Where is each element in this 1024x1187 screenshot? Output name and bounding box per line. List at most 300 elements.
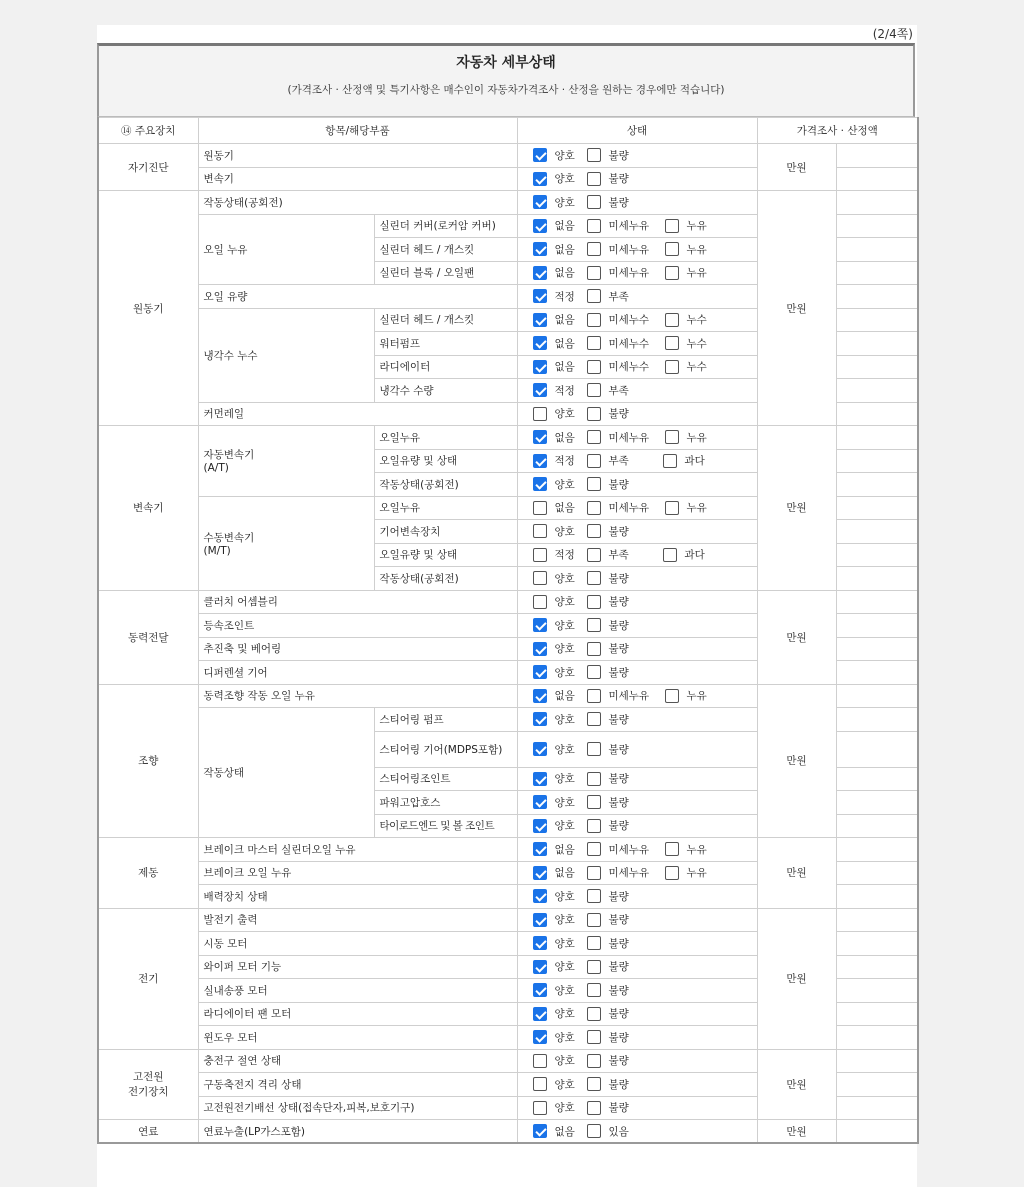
status-label: 불량 (608, 408, 629, 421)
status-label: 양호 (554, 937, 575, 950)
status-label: 불량 (608, 1078, 629, 1091)
status-option (587, 547, 663, 562)
status-label: 불량 (608, 1031, 629, 1044)
status-options (517, 1002, 757, 1026)
status-checkbox[interactable] (533, 266, 547, 280)
price-cell[interactable] (836, 708, 918, 732)
group-label: 자기진단 (98, 144, 198, 191)
status-checkbox[interactable] (533, 477, 547, 491)
status-label: 불량 (608, 596, 629, 609)
status-checkbox[interactable] (533, 1101, 547, 1115)
status-checkbox[interactable] (587, 983, 601, 997)
status-checkbox[interactable] (587, 936, 601, 950)
price-cell[interactable] (836, 637, 918, 661)
status-options (517, 684, 757, 708)
status-options (517, 238, 757, 262)
status-checkbox[interactable] (587, 642, 601, 656)
status-label: 적정 (554, 290, 575, 303)
header-item: 항목/해당부품 (198, 118, 517, 144)
price-cell[interactable] (836, 885, 918, 909)
price-cell[interactable] (836, 1120, 918, 1144)
status-label: 누유 (686, 867, 707, 880)
status-label: 불량 (608, 961, 629, 974)
item-label: 디퍼렌셜 기어 (198, 661, 517, 685)
status-checkbox[interactable] (533, 936, 547, 950)
price-cell[interactable] (836, 791, 918, 815)
status-checkbox[interactable] (533, 983, 547, 997)
item-label: 윈도우 모터 (198, 1026, 517, 1050)
status-option (587, 1077, 661, 1092)
status-checkbox[interactable] (533, 524, 547, 538)
status-option (523, 336, 587, 351)
status-options (517, 731, 757, 767)
status-checkbox[interactable] (587, 842, 601, 856)
status-label: 불량 (608, 937, 629, 950)
sub-item-label: 실린더 헤드 / 개스킷 (374, 308, 517, 332)
status-options (517, 214, 757, 238)
price-cell[interactable] (836, 614, 918, 638)
status-label: 양호 (554, 478, 575, 491)
price-unit: 만원 (757, 1120, 836, 1144)
status-option (523, 289, 587, 304)
status-label: 불량 (608, 914, 629, 927)
sub-item-label: 라디에이터 (374, 355, 517, 379)
status-checkbox[interactable] (587, 795, 601, 809)
status-option (665, 265, 739, 280)
status-label: 양호 (554, 820, 575, 833)
price-cell[interactable] (836, 449, 918, 473)
status-checkbox[interactable] (587, 548, 601, 562)
status-checkbox[interactable] (587, 665, 601, 679)
status-label: 없음 (554, 314, 575, 327)
price-cell[interactable] (836, 684, 918, 708)
status-checkbox[interactable] (533, 407, 547, 421)
price-cell[interactable] (836, 1073, 918, 1097)
status-label: 불량 (608, 1055, 629, 1068)
status-checkbox[interactable] (587, 242, 601, 256)
status-option (587, 818, 661, 833)
status-options (517, 285, 757, 309)
status-label: 부족 (608, 290, 629, 303)
price-cell[interactable] (836, 473, 918, 497)
status-checkbox[interactable] (533, 1054, 547, 1068)
item-label: 브레이크 마스터 실린더오일 누유 (198, 838, 517, 862)
status-label: 불량 (608, 773, 629, 786)
status-label: 없음 (554, 267, 575, 280)
status-checkbox[interactable] (587, 477, 601, 491)
status-checkbox[interactable] (665, 501, 679, 515)
status-checkbox[interactable] (587, 1054, 601, 1068)
status-option (665, 430, 739, 445)
status-checkbox[interactable] (533, 842, 547, 856)
price-cell[interactable] (836, 731, 918, 767)
status-checkbox[interactable] (663, 548, 677, 562)
status-checkbox[interactable] (533, 454, 547, 468)
status-option (523, 618, 587, 633)
price-cell[interactable] (836, 426, 918, 450)
item-label: 라디에이터 팬 모터 (198, 1002, 517, 1026)
status-options (517, 543, 757, 567)
price-cell[interactable] (836, 814, 918, 838)
item-label: 동력조향 작동 오일 누유 (198, 684, 517, 708)
price-cell[interactable] (836, 1049, 918, 1073)
status-label: 부족 (608, 455, 629, 468)
status-checkbox[interactable] (587, 960, 601, 974)
item-label: 수동변속기 (M/T) (198, 496, 374, 590)
header-status: 상태 (517, 118, 757, 144)
status-checkbox[interactable] (533, 618, 547, 632)
price-cell[interactable] (836, 1026, 918, 1050)
price-cell[interactable] (836, 932, 918, 956)
status-checkbox[interactable] (533, 360, 547, 374)
status-checkbox[interactable] (533, 172, 547, 186)
status-label: 불량 (608, 196, 629, 209)
item-label: 작동상태(공회전) (198, 191, 517, 215)
status-option (523, 771, 587, 786)
status-label: 불량 (608, 820, 629, 833)
status-checkbox[interactable] (533, 889, 547, 903)
status-option (523, 1077, 587, 1092)
status-option (665, 242, 739, 257)
status-checkbox[interactable] (533, 665, 547, 679)
status-checkbox[interactable] (533, 571, 547, 585)
status-checkbox[interactable] (587, 1030, 601, 1044)
status-checkbox[interactable] (533, 289, 547, 303)
status-checkbox[interactable] (587, 1007, 601, 1021)
price-cell[interactable] (836, 167, 918, 191)
status-checkbox[interactable] (587, 571, 601, 585)
status-checkbox[interactable] (587, 313, 601, 327)
status-option (665, 500, 739, 515)
item-label: 변속기 (198, 167, 517, 191)
status-label: 과다 (684, 455, 705, 468)
status-label: 미세누수 (608, 361, 650, 374)
status-option (523, 171, 587, 186)
status-label: 누유 (686, 220, 707, 233)
status-checkbox[interactable] (587, 889, 601, 903)
status-label: 양호 (554, 525, 575, 538)
price-cell[interactable] (836, 520, 918, 544)
status-checkbox[interactable] (533, 772, 547, 786)
status-checkbox[interactable] (665, 360, 679, 374)
status-options (517, 861, 757, 885)
status-option (523, 524, 587, 539)
status-checkbox[interactable] (587, 1101, 601, 1115)
status-checkbox[interactable] (665, 336, 679, 350)
status-checkbox[interactable] (533, 242, 547, 256)
status-option (587, 889, 661, 904)
status-checkbox[interactable] (533, 1007, 547, 1021)
status-option (587, 265, 665, 280)
status-options (517, 308, 757, 332)
status-checkbox[interactable] (587, 772, 601, 786)
status-checkbox[interactable] (587, 336, 601, 350)
status-checkbox[interactable] (533, 219, 547, 233)
price-cell[interactable] (836, 214, 918, 238)
price-cell[interactable] (836, 543, 918, 567)
form-header (97, 43, 915, 117)
item-label: 추진축 및 베어링 (198, 637, 517, 661)
price-cell[interactable] (836, 1002, 918, 1026)
price-cell[interactable] (836, 1096, 918, 1120)
status-option (523, 265, 587, 280)
status-option (665, 312, 739, 327)
status-option (587, 795, 661, 810)
price-cell[interactable] (836, 861, 918, 885)
item-label: 오일 유량 (198, 285, 517, 309)
status-options (517, 520, 757, 544)
status-checkbox[interactable] (587, 454, 601, 468)
status-checkbox[interactable] (533, 148, 547, 162)
status-checkbox[interactable] (533, 336, 547, 350)
status-checkbox[interactable] (533, 712, 547, 726)
item-label: 클러치 어셈블리 (198, 590, 517, 614)
status-checkbox[interactable] (587, 1124, 601, 1138)
sub-item-label: 스티어링 펌프 (374, 708, 517, 732)
status-option (523, 195, 587, 210)
status-option (523, 1053, 587, 1068)
status-option (665, 865, 739, 880)
status-label: 양호 (554, 961, 575, 974)
status-options (517, 402, 757, 426)
price-cell[interactable] (836, 402, 918, 426)
status-checkbox[interactable] (533, 1124, 547, 1138)
status-checkbox[interactable] (665, 219, 679, 233)
status-options (517, 1120, 757, 1144)
status-label: 미세누유 (608, 843, 650, 856)
status-checkbox[interactable] (587, 430, 601, 444)
status-checkbox[interactable] (587, 712, 601, 726)
status-checkbox[interactable] (533, 960, 547, 974)
status-checkbox[interactable] (533, 595, 547, 609)
item-label: 실내송풍 모터 (198, 979, 517, 1003)
status-checkbox[interactable] (533, 501, 547, 515)
status-label: 양호 (554, 643, 575, 656)
status-option (587, 712, 661, 727)
status-options (517, 955, 757, 979)
status-options (517, 885, 757, 909)
status-options (517, 590, 757, 614)
sub-item-label: 오일누유 (374, 426, 517, 450)
status-label: 불량 (608, 743, 629, 756)
status-option (587, 336, 665, 351)
status-checkbox[interactable] (587, 407, 601, 421)
status-label: 양호 (554, 984, 575, 997)
status-label: 양호 (554, 1055, 575, 1068)
status-label: 양호 (554, 572, 575, 585)
status-label: 미세누수 (608, 337, 650, 350)
status-options (517, 473, 757, 497)
group-label: 조향 (98, 684, 198, 838)
status-option (587, 359, 665, 374)
status-options (517, 1026, 757, 1050)
status-options (517, 1049, 757, 1073)
status-label: 양호 (554, 773, 575, 786)
item-label: 배력장치 상태 (198, 885, 517, 909)
status-label: 부족 (608, 549, 629, 562)
price-cell[interactable] (836, 144, 918, 168)
status-option (523, 312, 587, 327)
status-checkbox[interactable] (533, 819, 547, 833)
price-cell[interactable] (836, 661, 918, 685)
status-checkbox[interactable] (533, 1030, 547, 1044)
status-option (523, 218, 587, 233)
status-checkbox[interactable] (533, 689, 547, 703)
price-cell[interactable] (836, 567, 918, 591)
status-label: 양호 (554, 743, 575, 756)
status-checkbox[interactable] (587, 866, 601, 880)
sub-item-label: 기어변속장치 (374, 520, 517, 544)
status-checkbox[interactable] (665, 689, 679, 703)
price-cell[interactable] (836, 308, 918, 332)
status-label: 누유 (686, 243, 707, 256)
status-label: 없음 (554, 1125, 575, 1138)
status-checkbox[interactable] (587, 742, 601, 756)
price-cell[interactable] (836, 261, 918, 285)
status-option (665, 359, 739, 374)
status-label: 없음 (554, 867, 575, 880)
status-options (517, 449, 757, 473)
status-checkbox[interactable] (533, 642, 547, 656)
status-checkbox[interactable] (587, 501, 601, 515)
status-option (587, 912, 661, 927)
status-checkbox[interactable] (665, 242, 679, 256)
status-checkbox[interactable] (533, 195, 547, 209)
status-checkbox[interactable] (533, 430, 547, 444)
price-cell[interactable] (836, 191, 918, 215)
price-unit: 만원 (757, 191, 836, 426)
status-checkbox[interactable] (533, 383, 547, 397)
status-option (587, 771, 661, 786)
status-label: 없음 (554, 337, 575, 350)
status-label: 양호 (554, 713, 575, 726)
status-checkbox[interactable] (587, 618, 601, 632)
status-label: 양호 (554, 796, 575, 809)
status-option (523, 936, 587, 951)
sub-item-label: 스티어링조인트 (374, 767, 517, 791)
status-option (587, 983, 661, 998)
price-cell[interactable] (836, 955, 918, 979)
status-checkbox[interactable] (665, 842, 679, 856)
status-option (587, 594, 661, 609)
sub-item-label: 오일유량 및 상태 (374, 543, 517, 567)
price-unit: 만원 (757, 426, 836, 591)
status-checkbox[interactable] (533, 913, 547, 927)
status-label: 불량 (608, 572, 629, 585)
sub-item-label: 워터펌프 (374, 332, 517, 356)
status-options (517, 814, 757, 838)
status-label: 누수 (686, 314, 707, 327)
price-cell[interactable] (836, 590, 918, 614)
status-option (587, 1006, 661, 1021)
status-options (517, 355, 757, 379)
status-label: 없음 (554, 431, 575, 444)
status-option (523, 1006, 587, 1021)
price-cell[interactable] (836, 379, 918, 403)
price-cell[interactable] (836, 979, 918, 1003)
group-label: 연료 (98, 1120, 198, 1144)
status-checkbox[interactable] (665, 430, 679, 444)
status-checkbox[interactable] (587, 148, 601, 162)
status-label: 적정 (554, 455, 575, 468)
status-label: 불량 (608, 478, 629, 491)
status-option (523, 406, 587, 421)
status-option (523, 665, 587, 680)
status-checkbox[interactable] (533, 866, 547, 880)
status-label: 누수 (686, 361, 707, 374)
item-label: 발전기 출력 (198, 908, 517, 932)
status-option (665, 218, 739, 233)
status-checkbox[interactable] (665, 266, 679, 280)
status-checkbox[interactable] (587, 1077, 601, 1091)
status-checkbox[interactable] (587, 689, 601, 703)
price-cell[interactable] (836, 355, 918, 379)
status-options (517, 979, 757, 1003)
status-option (523, 795, 587, 810)
status-option (663, 547, 737, 562)
status-option (523, 712, 587, 727)
price-cell[interactable] (836, 908, 918, 932)
status-checkbox[interactable] (533, 742, 547, 756)
sub-item-label: 스티어링 기어(MDPS포함) (374, 731, 517, 767)
status-checkbox[interactable] (587, 195, 601, 209)
status-checkbox[interactable] (587, 289, 601, 303)
price-cell[interactable] (836, 496, 918, 520)
status-checkbox[interactable] (665, 313, 679, 327)
status-label: 미세누유 (608, 243, 650, 256)
status-checkbox[interactable] (665, 866, 679, 880)
item-label: 브레이크 오일 누유 (198, 861, 517, 885)
status-option (587, 312, 665, 327)
status-checkbox[interactable] (587, 172, 601, 186)
status-checkbox[interactable] (587, 913, 601, 927)
status-label: 양호 (554, 890, 575, 903)
status-checkbox[interactable] (663, 454, 677, 468)
status-options (517, 932, 757, 956)
status-option (663, 453, 737, 468)
item-label: 고전원전기배선 상태(접속단자,피복,보호기구) (198, 1096, 517, 1120)
status-label: 양호 (554, 914, 575, 927)
status-checkbox[interactable] (587, 360, 601, 374)
status-checkbox[interactable] (533, 795, 547, 809)
status-checkbox[interactable] (587, 595, 601, 609)
status-option (523, 912, 587, 927)
status-label: 양호 (554, 408, 575, 421)
status-option (587, 500, 665, 515)
status-label: 불량 (608, 984, 629, 997)
status-checkbox[interactable] (533, 1077, 547, 1091)
price-cell[interactable] (836, 838, 918, 862)
status-option (523, 983, 587, 998)
status-checkbox[interactable] (533, 548, 547, 562)
sub-item-label: 작동상태(공회전) (374, 567, 517, 591)
price-cell[interactable] (836, 332, 918, 356)
status-checkbox[interactable] (587, 819, 601, 833)
status-checkbox[interactable] (587, 524, 601, 538)
status-checkbox[interactable] (587, 219, 601, 233)
price-cell[interactable] (836, 238, 918, 262)
item-label: 연료누출(LP가스포함) (198, 1120, 517, 1144)
status-checkbox[interactable] (587, 266, 601, 280)
status-option (587, 936, 661, 951)
price-cell[interactable] (836, 767, 918, 791)
price-unit: 만원 (757, 144, 836, 191)
status-checkbox[interactable] (533, 313, 547, 327)
status-label: 불량 (608, 619, 629, 632)
price-cell[interactable] (836, 285, 918, 309)
status-checkbox[interactable] (587, 383, 601, 397)
status-options (517, 637, 757, 661)
